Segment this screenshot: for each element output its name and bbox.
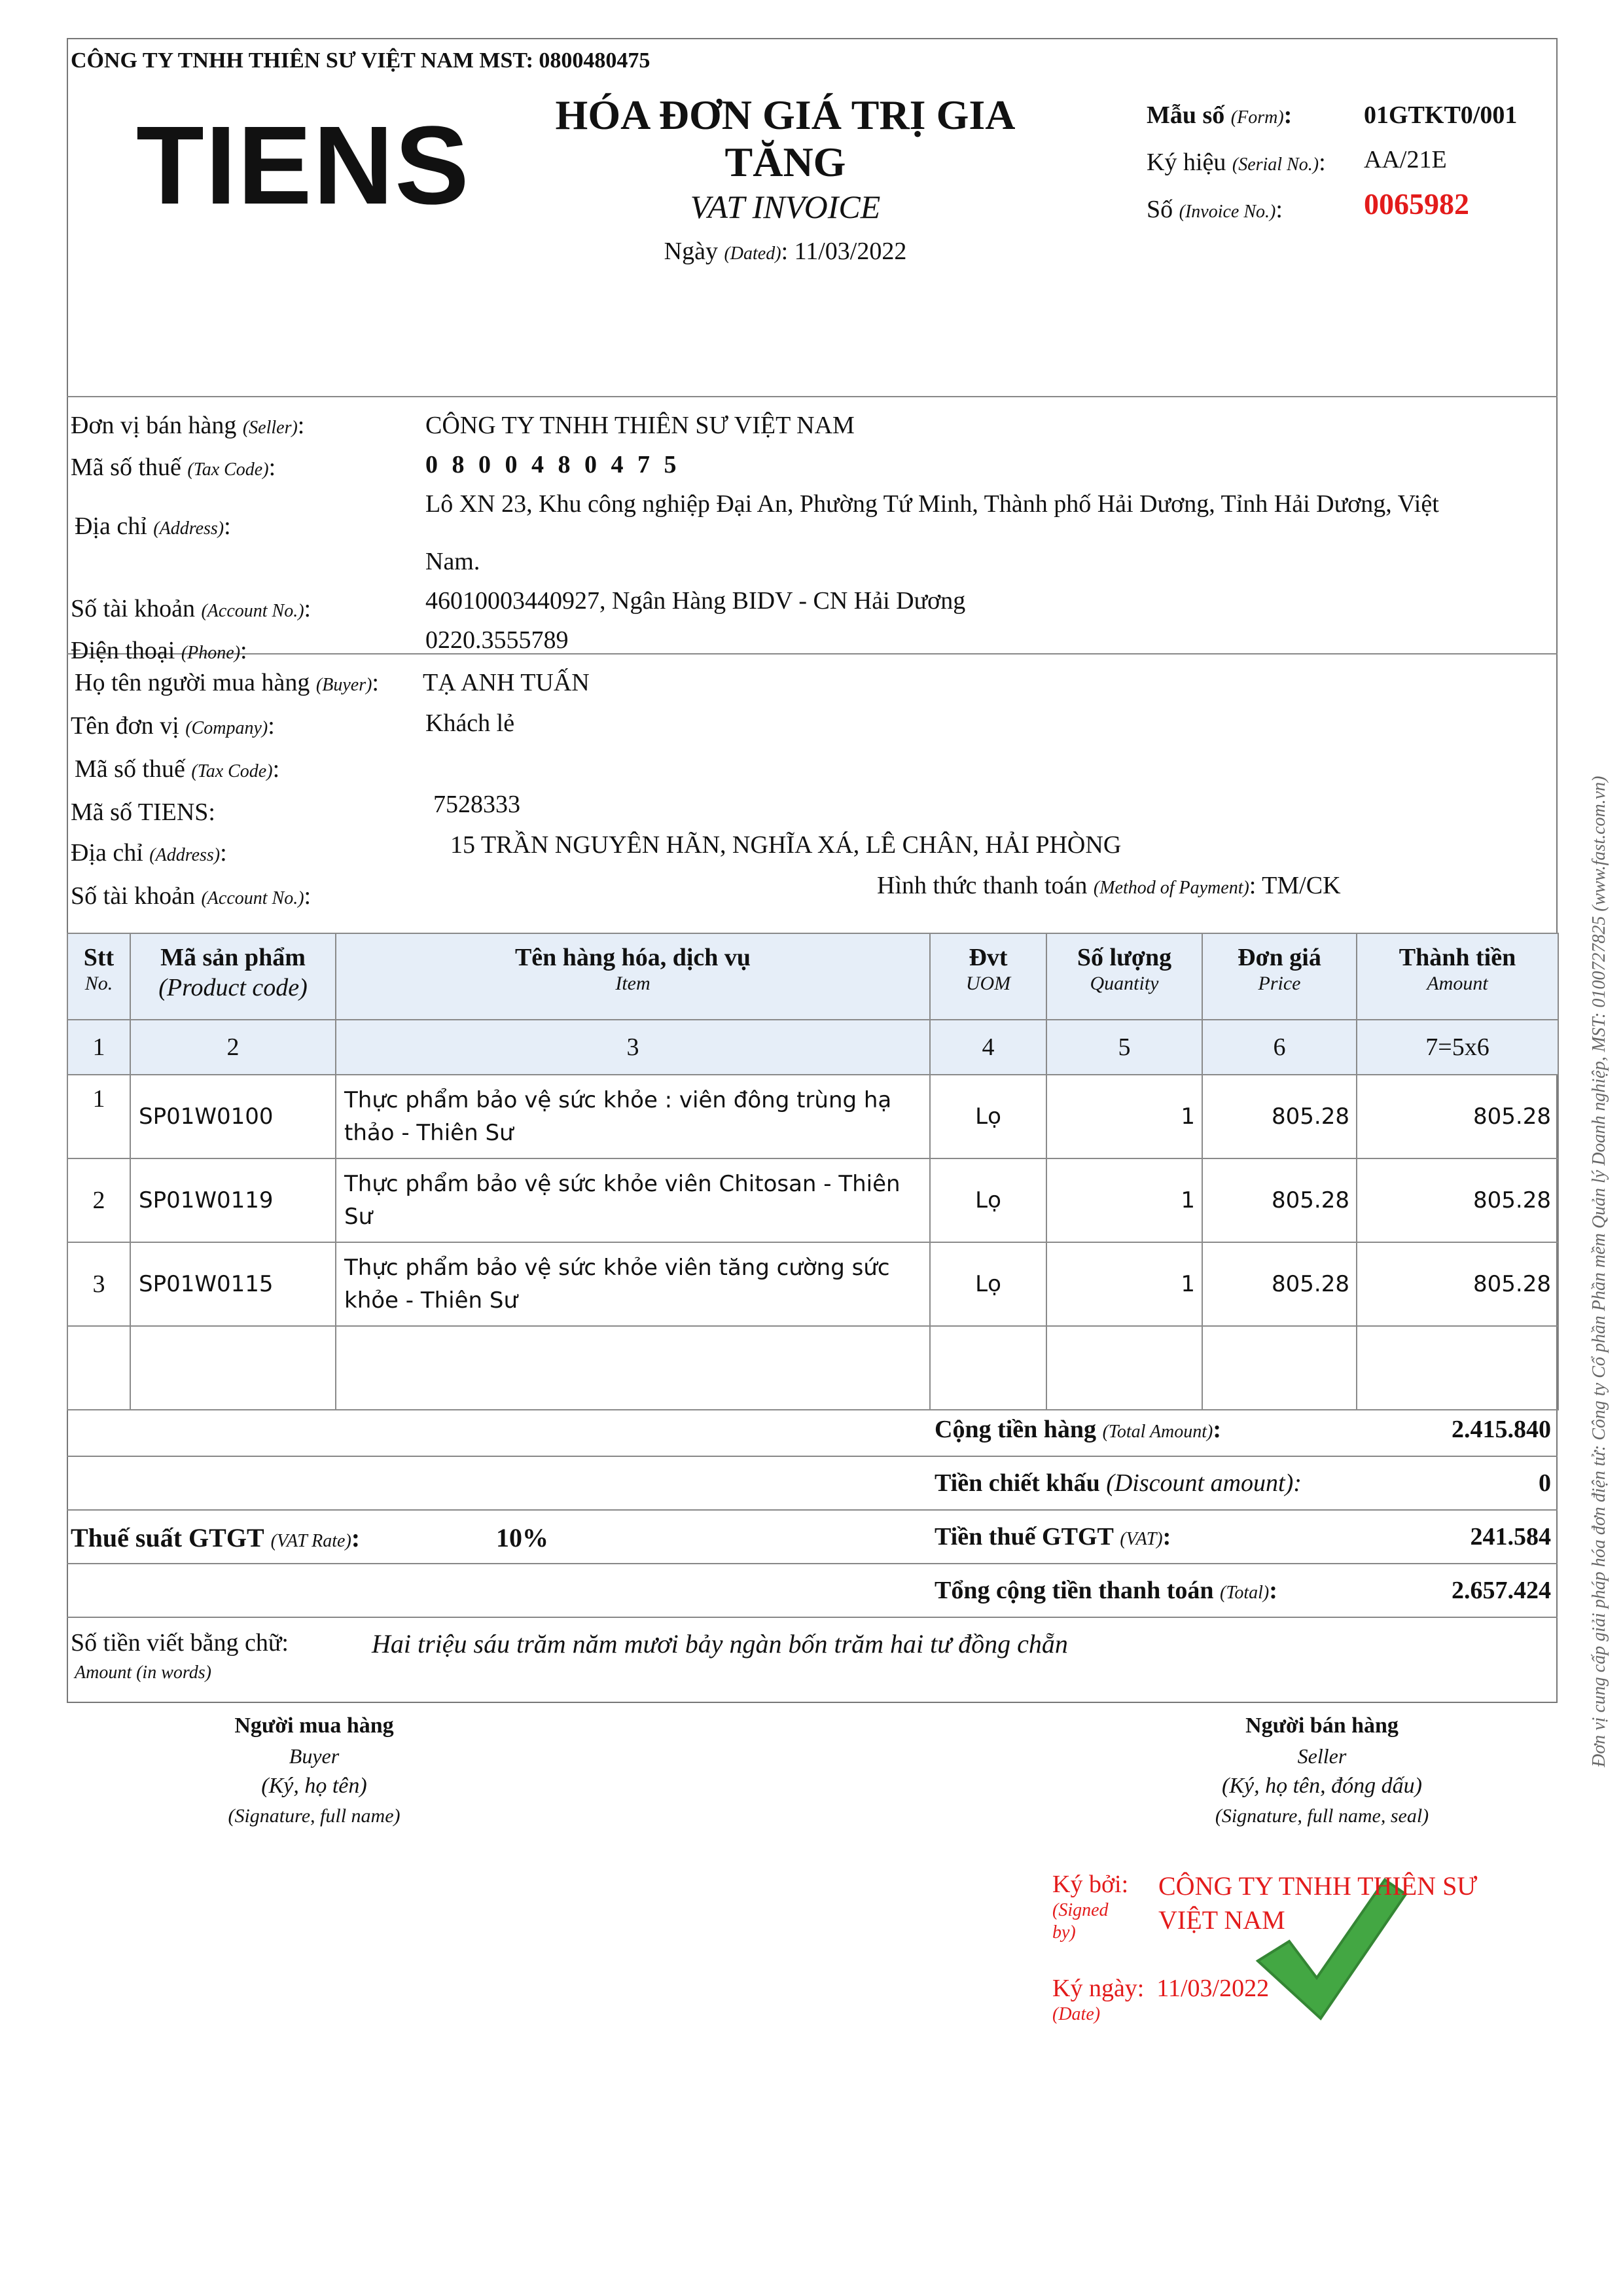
vat-amount: 241.584: [1470, 1523, 1551, 1551]
seller-tax: 0 8 0 0 4 8 0 4 7 5: [425, 451, 681, 478]
words-label-en: Amount (in words): [75, 1662, 211, 1683]
seller-address: Lô XN 23, Khu công nghiệp Đại An, Phường Tứ Minh, Thành phố Hải Dương, Tỉnh Hải Dương, Việt: [425, 490, 1439, 518]
invoice-title: HÓA ĐƠN GIÁ TRỊ GIA: [555, 92, 1016, 138]
col-header-price: Đơn giá Price: [1202, 933, 1357, 1020]
invoice-meta-values: [1364, 93, 1517, 226]
invoice-title-line2: TĂNG: [724, 139, 846, 185]
company-header: CÔNG TY TNHH THIÊN SƯ VIỆT NAM MST: 0800480475: [71, 48, 651, 73]
seller-phone: 0220.3555789: [425, 626, 569, 654]
table-row: 2 SP01W0119 Thực phẩm bảo vệ sức khỏe viên Chitosan - Thiên Sư Lọ 1 805.28 805.28: [67, 1158, 1558, 1242]
seller-name: CÔNG TY TNHH THIÊN SƯ VIỆT NAM: [425, 412, 855, 439]
table-row: 1 SP01W0100 Thực phẩm bảo vệ sức khỏe : viên đông trùng hạ thảo - Thiên Sư Lọ 1 805.28 805.28: [67, 1075, 1558, 1158]
seller-labels: Đơn vị bán hàng (Seller): Mã số thuế (Tax Code): Địa chỉ (Address): Số tài khoản (Account No.): Điện thoại (Phone):: [71, 412, 312, 664]
signed-date: Ký ngày: 11/03/2022: [1052, 1975, 1270, 2002]
seller-address-2: Nam.: [425, 548, 480, 575]
buyer-company: Khách lẻ: [425, 709, 515, 737]
col-header-item: Tên hàng hóa, dịch vụ Item: [336, 933, 930, 1020]
invoice-number: 0065982: [1364, 187, 1469, 221]
col-header-amount: Thành tiền Amount: [1357, 933, 1558, 1020]
words-label: Số tiền viết bằng chữ:: [71, 1629, 289, 1657]
buyer-name: TẠ ANH TUẤN: [423, 669, 590, 696]
header-divider: [67, 396, 1558, 397]
vat-rate: 10%: [496, 1523, 548, 1552]
seller-values: [425, 406, 1551, 660]
buyer-address: 15 TRẦN NGUYÊN HÃN, NGHĨA XÁ, LÊ CHÂN, HẢI PHÒNG: [450, 831, 1122, 859]
col-header-stt: Stt No.: [67, 933, 130, 1020]
payment-method: Hình thức thanh toán (Method of Payment): TM/CK: [877, 872, 1341, 899]
serial-number: AA/21E: [1364, 146, 1447, 173]
signer-name: CÔNG TY TNHH THIÊN SƯ VIỆT NAM: [1158, 1871, 1478, 1935]
table-row: 3 SP01W0115 Thực phẩm bảo vệ sức khỏe viên tăng cường sức khỏe - Thiên Sư Lọ 1 805.28 805.28: [67, 1242, 1558, 1326]
grand-total-row: Tổng cộng tiền thanh toán (Total): 2.657.424: [67, 1564, 1558, 1618]
empty-table-row: [67, 1326, 1558, 1410]
col-header-uom: Đvt UOM: [930, 933, 1046, 1020]
grand-total: 2.657.424: [1452, 1577, 1551, 1604]
invoice-title-en: VAT INVOICE: [690, 188, 881, 225]
signed-by-label: Ký bởi:: [1052, 1871, 1129, 1898]
discount-amount: 0: [1539, 1469, 1551, 1497]
col-header-qty: Số lượng Quantity: [1046, 933, 1202, 1020]
seller-account: 46010003440927, Ngân Hàng BIDV - CN Hải Dương: [425, 587, 966, 615]
column-number-row: 1 2 3 4 5 6 7=5x6: [67, 1020, 1558, 1075]
form-number: 01GTKT0/001: [1364, 101, 1518, 129]
buyer-tiens-code: 7528333: [433, 791, 520, 818]
invoice-meta: Mẫu số (Form): Ký hiệu (Serial No.): Số (Invoice No.):: [1147, 101, 1326, 223]
table-header-row: [67, 933, 1558, 1020]
amount-in-words: Hai triệu sáu trăm năm mươi bảy ngàn bốn trăm hai tư đồng chẵn: [372, 1629, 1068, 1659]
total-amount-row: Cộng tiền hàng (Total Amount): 2.415.840: [67, 1403, 1558, 1457]
col-header-code: Mã sản phẩm (Product code): [130, 933, 336, 1020]
seller-signature-block: Người bán hàng Seller (Ký, họ tên, đóng dấu) (Signature, full name, seal): [1215, 1713, 1429, 1827]
tiens-logo: TIENS: [136, 103, 471, 228]
invoice-date: Ngày (Dated): 11/03/2022: [664, 238, 907, 265]
signed-date-en: (Date): [1052, 2004, 1101, 2024]
discount-row: Tiền chiết khấu (Discount amount): 0: [67, 1457, 1558, 1511]
items-table: [67, 933, 1559, 1410]
total-amount: 2.415.840: [1452, 1416, 1551, 1443]
signed-by-label-en: (Signed by): [1052, 1900, 1109, 1943]
buyer-signature-block: Người mua hàng Buyer (Ký, họ tên) (Signature, full name): [228, 1713, 401, 1827]
buyer-labels: Họ tên người mua hàng (Buyer): Tên đơn vị (Company): Mã số thuế (Tax Code): Mã số TIENS: Địa chỉ (Address): Số tài khoản (Account No.):: [71, 669, 379, 910]
vat-row: Thuế suất GTGT (VAT Rate): 10% Tiền thuế GTGT (VAT): 241.584: [67, 1511, 1558, 1564]
provider-note: Đơn vị cung cấp giải pháp hóa đơn điện tử: Công ty Cổ phần Phần mềm Quản lý Doanh nghiệp, MST: 0100727825 (www.fast.com.vn): [1589, 776, 1609, 1767]
